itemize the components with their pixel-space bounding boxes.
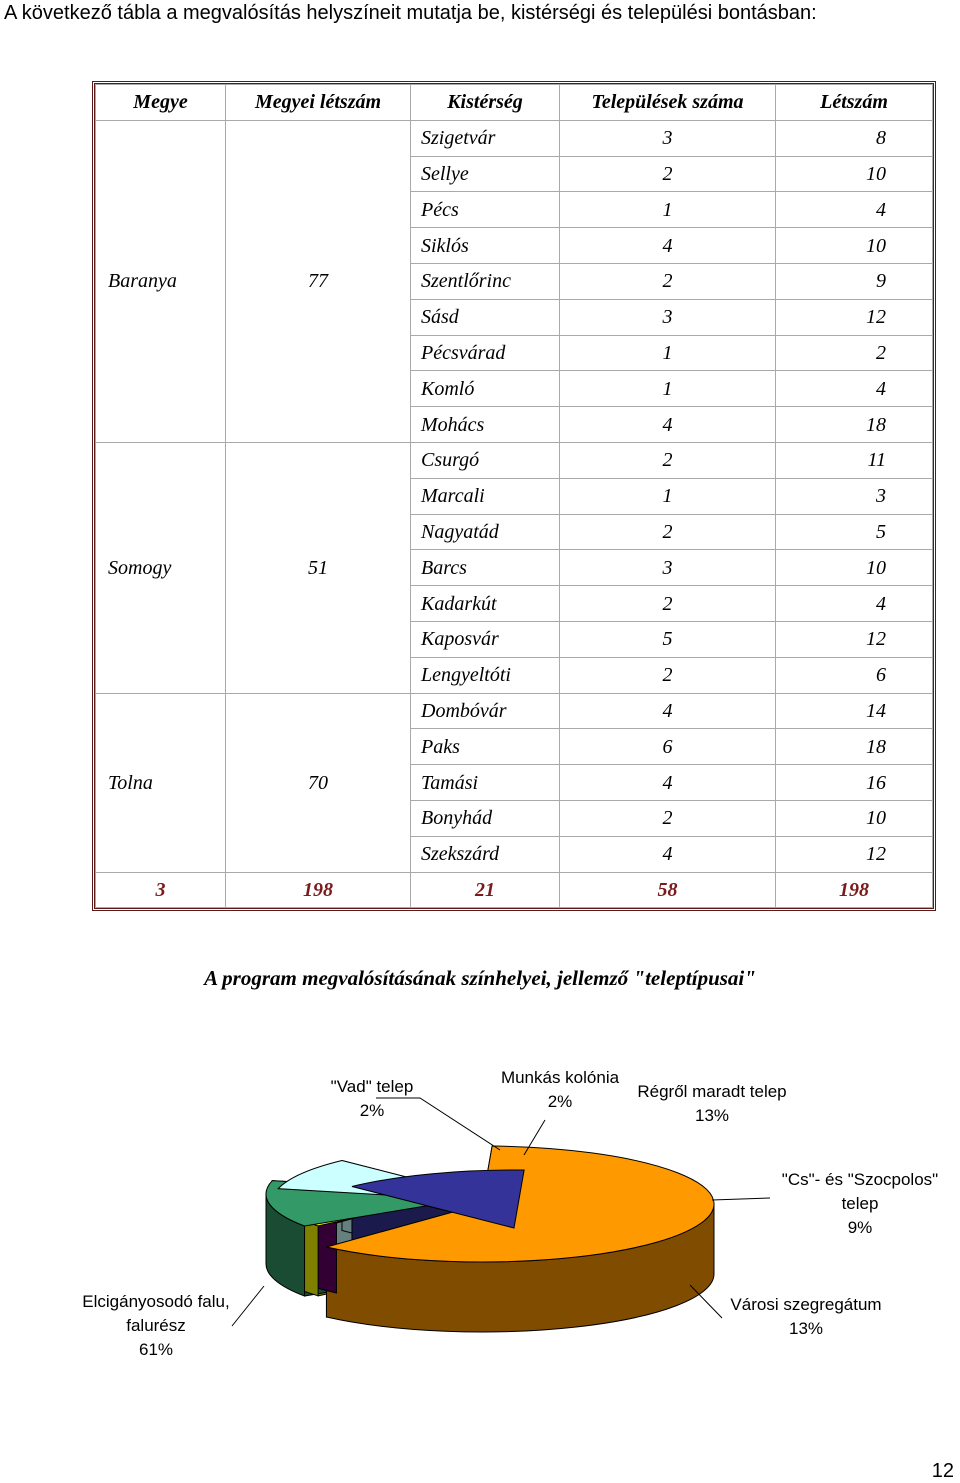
- settlement-count: 2: [560, 442, 776, 478]
- headcount: 10: [776, 156, 933, 192]
- slice-percent-label: 61%: [138, 1340, 174, 1359]
- subregion-name: Tamási: [411, 765, 560, 801]
- settlement-count: 4: [560, 765, 776, 801]
- subregion-name: Sellye: [411, 156, 560, 192]
- total-cell: 58: [560, 872, 776, 908]
- total-cell: 3: [96, 872, 226, 908]
- page-number: 12: [931, 1460, 954, 1482]
- settlement-count: 4: [560, 693, 776, 729]
- subregion-name: Szekszárd: [411, 836, 560, 872]
- settlement-count: 4: [560, 836, 776, 872]
- leader-line: [232, 1286, 264, 1326]
- subregion-name: Sásd: [411, 299, 560, 335]
- total-cell: 198: [226, 872, 411, 908]
- slice-percent-label: 13%: [788, 1319, 824, 1338]
- slice-percent-label: 13%: [694, 1106, 730, 1125]
- slice-percent-label: 2%: [359, 1101, 385, 1120]
- headcount: 9: [776, 263, 933, 299]
- subregion-name: Kaposvár: [411, 621, 560, 657]
- subregion-name: Marcali: [411, 478, 560, 514]
- headcount: 4: [776, 586, 933, 622]
- slice-category-label: Régről maradt telep: [637, 1082, 787, 1101]
- subregion-name: Barcs: [411, 550, 560, 586]
- settlement-count: 2: [560, 263, 776, 299]
- slice-category-label: "Cs"- és "Szocpolos": [781, 1170, 939, 1189]
- slice-percent-label: 2%: [547, 1092, 573, 1111]
- headcount: 10: [776, 550, 933, 586]
- settlement-count: 3: [560, 120, 776, 156]
- settlement-count: 4: [560, 407, 776, 443]
- headcount: 18: [776, 407, 933, 443]
- headcount: 14: [776, 693, 933, 729]
- subregion-name: Szigetvár: [411, 120, 560, 156]
- subregion-name: Komló: [411, 371, 560, 407]
- settlement-count: 2: [560, 657, 776, 693]
- headcount: 12: [776, 836, 933, 872]
- subregion-name: Csurgó: [411, 442, 560, 478]
- county-count: 51: [226, 442, 411, 693]
- subregion-name: Bonyhád: [411, 800, 560, 836]
- header-kisterseg: Kistérség: [411, 85, 560, 121]
- leader-line: [712, 1198, 770, 1200]
- slice-category-label: Városi szegregátum: [730, 1295, 882, 1314]
- subregion-name: Nagyatád: [411, 514, 560, 550]
- headcount: 16: [776, 765, 933, 801]
- slice-category-label: falurész: [126, 1316, 186, 1335]
- settlement-count: 2: [560, 586, 776, 622]
- headcount: 5: [776, 514, 933, 550]
- header-telepulesek-szama: Települések száma: [560, 85, 776, 121]
- county-name: Baranya: [96, 120, 226, 442]
- total-cell: 21: [411, 872, 560, 908]
- settlement-count: 1: [560, 192, 776, 228]
- slice-category-label: Elcigányosodó falu,: [82, 1292, 230, 1311]
- settlement-count: 1: [560, 335, 776, 371]
- slice-percent-label: 9%: [847, 1218, 873, 1237]
- headcount: 12: [776, 299, 933, 335]
- subregion-name: Kadarkút: [411, 586, 560, 622]
- headcount: 18: [776, 729, 933, 765]
- subregion-name: Lengyeltóti: [411, 657, 560, 693]
- subregion-name: Paks: [411, 729, 560, 765]
- total-cell: 198: [776, 872, 933, 908]
- leader-line: [376, 1098, 500, 1150]
- county-name: Tolna: [96, 693, 226, 872]
- headcount: 4: [776, 192, 933, 228]
- subregion-name: Szentlőrinc: [411, 263, 560, 299]
- settlement-count: 4: [560, 228, 776, 264]
- intro-text: A következő tábla a megvalósítás helyszíneit mutatja be, kistérségi és települési bontásban:: [4, 2, 817, 24]
- county-name: Somogy: [96, 442, 226, 693]
- headcount: 3: [776, 478, 933, 514]
- headcount: 10: [776, 228, 933, 264]
- subregion-name: Pécs: [411, 192, 560, 228]
- slice-category-label: Munkás kolónia: [500, 1068, 620, 1087]
- slice-category-label: "Vad" telep: [330, 1077, 414, 1096]
- headcount: 10: [776, 800, 933, 836]
- headcount: 6: [776, 657, 933, 693]
- subregion-name: Mohács: [411, 407, 560, 443]
- county-count: 77: [226, 120, 411, 442]
- settlement-count: 2: [560, 800, 776, 836]
- headcount: 8: [776, 120, 933, 156]
- chart-title: A program megvalósításának színhelyei, jellemző "teleptípusai": [204, 966, 756, 990]
- headcount: 11: [776, 442, 933, 478]
- pie-slice-side: [316, 1218, 336, 1293]
- headcount: 4: [776, 371, 933, 407]
- county-count: 70: [226, 693, 411, 872]
- settlement-count: 1: [560, 478, 776, 514]
- header-megyei-letszam: Megyei létszám: [226, 85, 411, 121]
- headcount: 12: [776, 621, 933, 657]
- settlement-count: 5: [560, 621, 776, 657]
- settlement-count: 1: [560, 371, 776, 407]
- header-letszam: Létszám: [776, 85, 933, 121]
- settlement-count: 2: [560, 156, 776, 192]
- subregion-name: Siklós: [411, 228, 560, 264]
- settlement-count: 3: [560, 299, 776, 335]
- slice-category-label: telep: [841, 1194, 879, 1213]
- settlement-count: 6: [560, 729, 776, 765]
- subregion-name: Dombóvár: [411, 693, 560, 729]
- header-megye: Megye: [96, 85, 226, 121]
- settlement-count: 3: [560, 550, 776, 586]
- subregion-name: Pécsvárad: [411, 335, 560, 371]
- headcount: 2: [776, 335, 933, 371]
- settlement-count: 2: [560, 514, 776, 550]
